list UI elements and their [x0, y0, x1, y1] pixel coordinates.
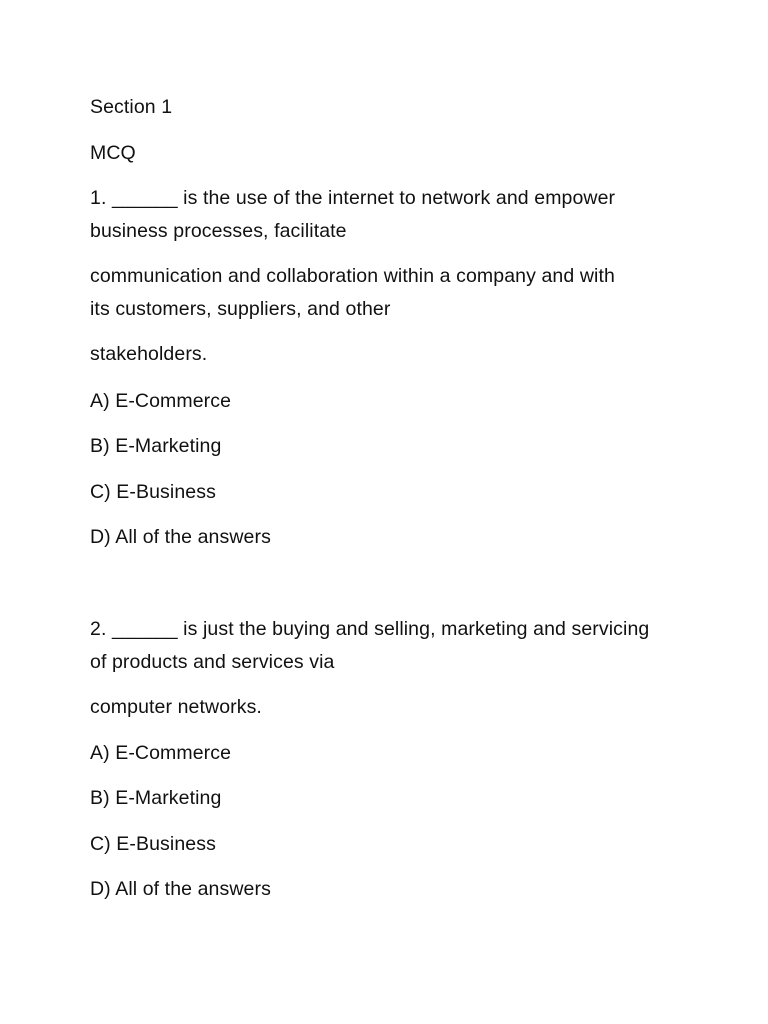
question-1-line-3: communication and collaboration within a company and with	[90, 265, 615, 287]
mcq-heading: MCQ	[90, 142, 136, 164]
question-2-line-2: of products and services via	[90, 651, 335, 673]
question-1-option-a: A) E-Commerce	[90, 390, 232, 412]
question-2-option-b: B) E-Marketing	[90, 787, 222, 809]
question-1-option-d: D) All of the answers	[90, 526, 271, 548]
question-1-line-2: business processes, facilitate	[90, 220, 347, 242]
question-1-line-1: 1. ______ is the use of the internet to network and empower	[90, 187, 616, 209]
question-1-option-b: B) E-Marketing	[90, 435, 222, 457]
question-2-option-d: D) All of the answers	[90, 878, 271, 900]
question-2-line-3: computer networks.	[90, 696, 262, 718]
question-2-option-c: C) E-Business	[90, 833, 216, 855]
question-2-option-a: A) E-Commerce	[90, 742, 232, 764]
question-1-line-4: its customers, suppliers, and other	[90, 298, 391, 320]
question-1-option-c: C) E-Business	[90, 481, 216, 503]
section-title: Section 1	[90, 96, 173, 118]
question-2-line-1: 2. ______ is just the buying and selling, marketing and servicing	[90, 618, 650, 640]
question-1-line-5: stakeholders.	[90, 343, 208, 365]
